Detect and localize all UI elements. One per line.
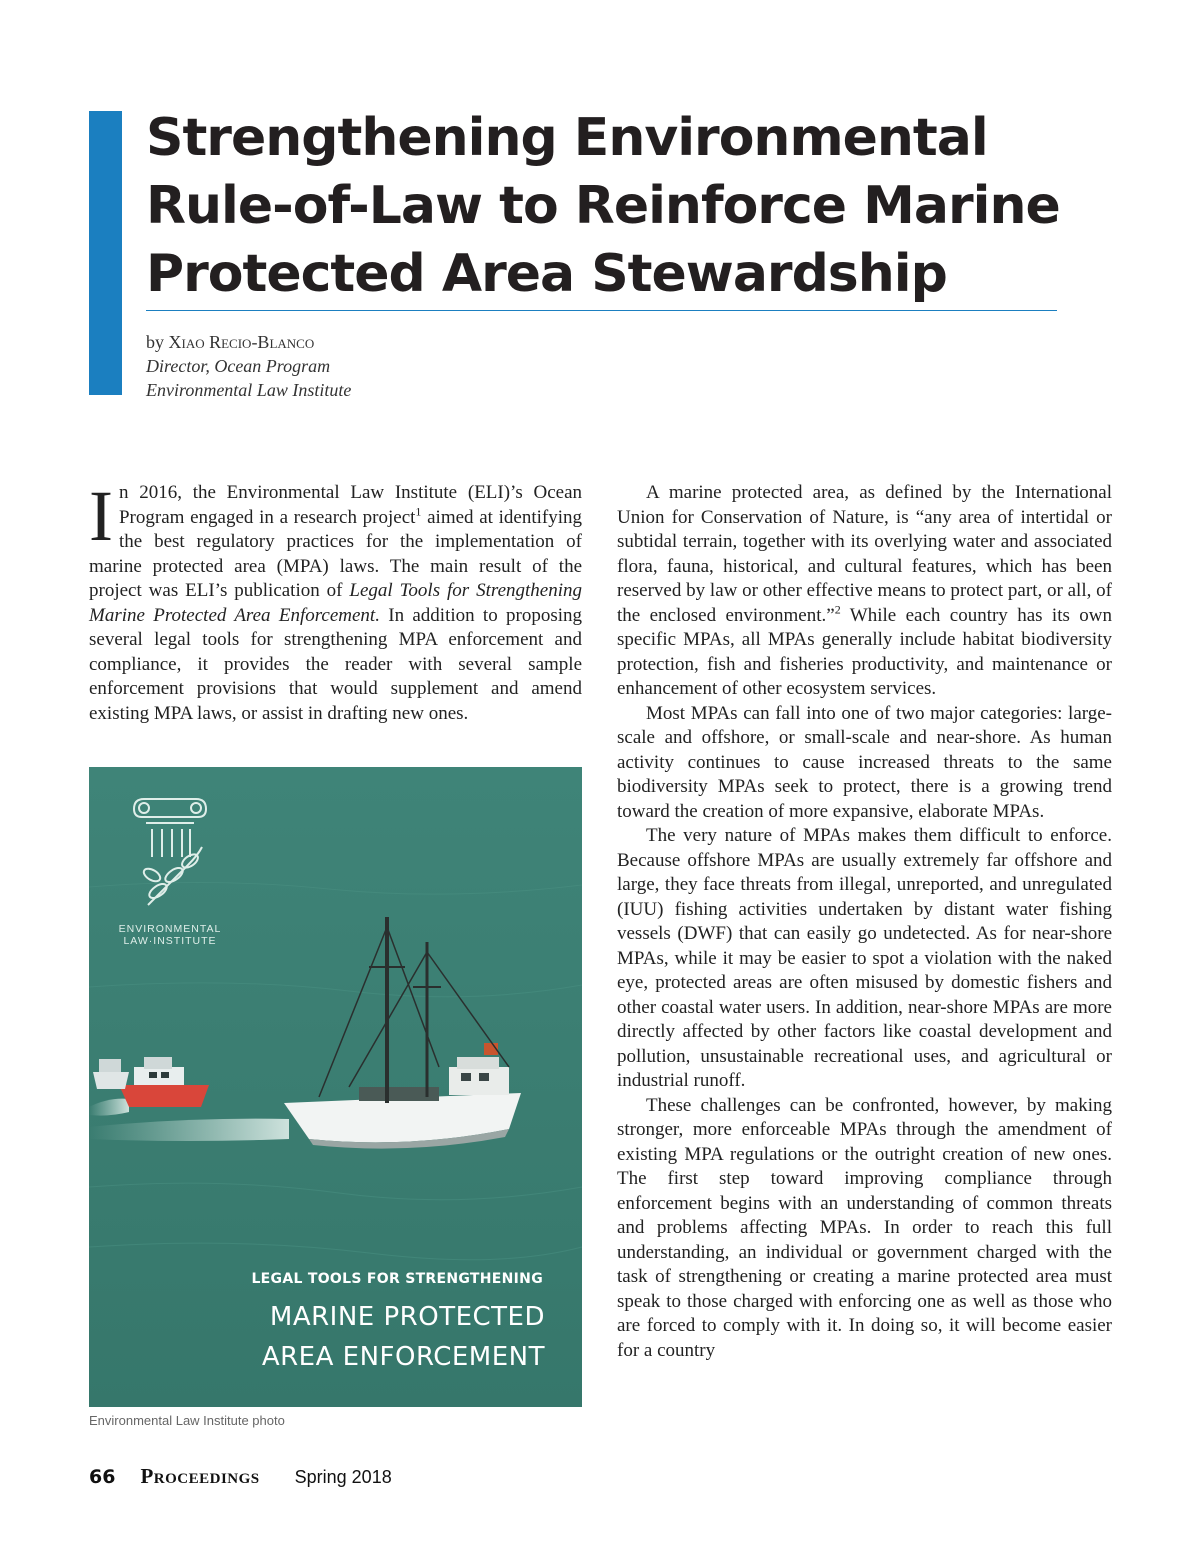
patrol-boat-icon xyxy=(93,1057,209,1107)
byline-org: Environmental Law Institute xyxy=(146,380,352,400)
text-run: aimed at identifying the best regulatory practices for the implementation of marine protected area (MPA) laws. The main result of the project was ELI’s publication of xyxy=(89,506,583,601)
cover-kicker: LEGAL TOOLS FOR STRENGTHENING xyxy=(251,1271,543,1287)
intro-paragraph xyxy=(89,476,583,726)
right-column xyxy=(617,481,1112,1363)
byline-role: Director, Ocean Program xyxy=(146,356,331,376)
footnote-ref-1[interactable]: 1 xyxy=(415,504,422,519)
left-column xyxy=(89,476,583,726)
article-title xyxy=(146,104,1106,308)
cover-photo xyxy=(89,767,582,1407)
page-footer xyxy=(89,1464,392,1489)
wake-large xyxy=(89,1119,289,1141)
paragraph: Most MPAs can fall into one of two major categories: large-scale and offshore, or small-scale and near-shore. As human activity continues to cause increased threats to the same biodiversity MPAs seek to protect, there is a growing trend toward the creation of more expansive, elaborate MPAs. xyxy=(617,702,1112,822)
cover-title-line: AREA ENFORCEMENT xyxy=(261,1342,545,1372)
cover-title xyxy=(89,1297,545,1377)
footnote-ref-2[interactable]: 2 xyxy=(834,602,841,617)
logo-text-line-2: LAW·INSTITUTE xyxy=(123,935,217,947)
title-line: Strengthening Environmental xyxy=(146,108,988,168)
title-rule xyxy=(146,310,1057,311)
text-run: A marine protected area, as defined by the International Union for Conservation of Nature, is “any area of intertidal or subtidal terrain, together with its overlying water and associated flora, fauna, historical, and cultural features, which has been reserved by law or other effective means to protect part, or all, of the enclosed environment.” xyxy=(617,482,1112,626)
photo-caption: Environmental Law Institute photo xyxy=(89,1413,285,1428)
trawler-icon xyxy=(284,917,521,1149)
paragraph: These challenges can be confronted, however, by making stronger, more enforceable MPAs through the amendment of existing MPA regulations or the outright creation of new ones. The first step toward improving compliance through enforcement begins with an understanding of common threats and problems affecting MPAs. In order to reach this full understanding, an individual or government charged with the task of strengthening or creating a marine protected area must speak to those charged with enforcing one as well as those who are forced to comply with it. In doing so, it will become easier for a country xyxy=(617,1094,1112,1361)
eli-logo xyxy=(115,795,225,947)
text-run: While each country has its own specific MPAs, all MPAs generally include habitat biodiversity protection, fish and fisheries productivity, and maintenance or enhancement of other ecosystem services. xyxy=(617,604,1113,699)
paragraph: The very nature of MPAs makes them difficult to enforce. Because offshore MPAs are usually extremely far offshore and large, they face threats from illegal, unreported, and unregulated (IUU) fishing activities undertaken by distant water fishing vessels (DWF) that can easily go undetected. As for near-shore MPAs, while it may be easier to spot a violation with the naked eye, protected areas are often misused by domestic fishers and other coastal water users. In addition, near-shore MPAs are more directly affected by other factors like coastal development and pollution, unsustainable recreational uses, and agricultural or industrial runoff. xyxy=(617,825,1112,1091)
accent-bar xyxy=(89,111,122,395)
text-run: n 2016, the Environmental Law Institute (ELI)’s Ocean Program engaged in a research project xyxy=(118,482,582,528)
byline-author: Xiao Recio-Blanco xyxy=(168,332,315,352)
publication-title: Legal Tools for Strengthening Marine Protected Area Enforcement. xyxy=(89,580,582,626)
publication-name: Proceedings xyxy=(140,1464,260,1488)
byline xyxy=(146,330,351,402)
paragraph xyxy=(617,481,1112,702)
title-line: Protected Area Stewardship xyxy=(146,244,947,304)
cover-title-line: MARINE PROTECTED xyxy=(269,1302,545,1332)
text-run: In addition to proposing several legal tools for strengthening MPA enforcement and compliance, it provides the reader with several sample enforcement provisions that would supplement and amend existing MPA laws, or assist in drafting new ones. xyxy=(89,604,582,724)
drop-cap: I xyxy=(89,476,113,556)
page-number: 66 xyxy=(89,1466,116,1488)
issue-date: Spring 2018 xyxy=(294,1467,392,1487)
byline-by: by xyxy=(146,332,164,352)
column-logo-icon xyxy=(128,795,212,915)
logo-text-line-1: ENVIRONMENTAL xyxy=(118,923,222,935)
title-line: Rule-of-Law to Reinforce Marine xyxy=(146,176,1060,236)
